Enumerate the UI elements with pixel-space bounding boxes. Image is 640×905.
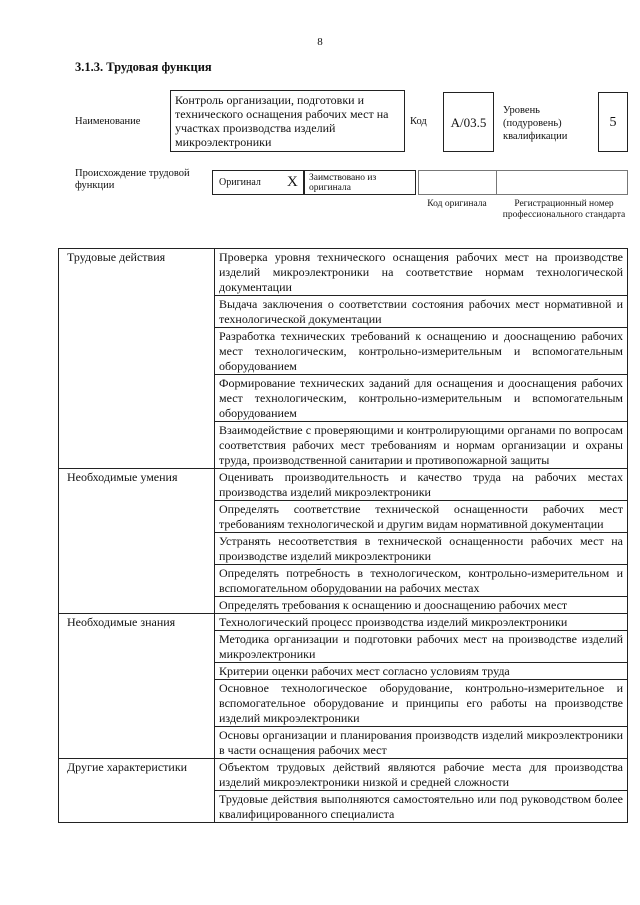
- item-cell: Определять потребность в технологическом, контрольно-измерительном и вспомогательном оборудовании на рабочих местах: [215, 565, 628, 597]
- item-cell: Формирование технических заданий для оснащения и дооснащения рабочих мест технологическим, контрольно-измерительным и вспомогательным оборудованием: [215, 375, 628, 422]
- item-cell: Проверка уровня технического оснащения рабочих мест на производстве изделий микроэлектроники на соответствие нормам технологической документации: [215, 249, 628, 296]
- level-value: 5: [598, 92, 628, 152]
- item-cell: Основное технологическое оборудование, контрольно-измерительное и вспомогательное оборудование и принципы его работы на производстве изделий микроэлектроники: [215, 680, 628, 727]
- table-row: [59, 759, 628, 791]
- category-cell: Трудовые действия: [59, 249, 215, 469]
- table-row: [59, 249, 628, 296]
- origin-original-box: [212, 170, 304, 195]
- code-label: Код: [410, 116, 427, 127]
- item-cell: Определять требования к оснащению и дооснащению рабочих мест: [215, 597, 628, 614]
- section-heading: 3.1.3. Трудовая функция: [75, 60, 212, 74]
- name-value: Контроль организации, подготовки и технического оснащения рабочих мест на участках производства изделий микроэлектроники: [170, 90, 405, 152]
- item-cell: Трудовые действия выполняются самостоятельно или под руководством более квалифицированного специалиста: [215, 791, 628, 823]
- code-original-caption: Код оригинала: [427, 199, 487, 209]
- name-label: Наименование: [75, 116, 141, 127]
- table-row: [59, 469, 628, 501]
- level-label: Уровень (подуровень) квалификации: [503, 105, 568, 142]
- item-cell: Оценивать производительность и качество труда на рабочих местах производства изделий микроэлектроники: [215, 469, 628, 501]
- category-cell: Необходимые знания: [59, 614, 215, 759]
- item-cell: Технологический процесс производства изделий микроэлектроники: [215, 614, 628, 631]
- category-cell: Необходимые умения: [59, 469, 215, 614]
- item-cell: Объектом трудовых действий являются рабочие места для производства изделий микроэлектроники низкой и средней сложности: [215, 759, 628, 791]
- item-cell: Взаимодействие с проверяющими и контролирующими органами по вопросам соответствия рабочих мест требованиям и нормам организации и охраны труда, производственной санитарии и противопожарной защиты: [215, 422, 628, 469]
- reg-number-caption: Регистрационный номер профессионального стандарта: [502, 199, 626, 220]
- item-cell: Определять соответствие технической оснащенности рабочих мест требованиям технологической и другим видам нормативной документации: [215, 501, 628, 533]
- item-cell: Критерии оценки рабочих мест согласно условиям труда: [215, 663, 628, 680]
- category-cell: Другие характеристики: [59, 759, 215, 823]
- item-cell: Выдача заключения о соответствии состояния рабочих мест нормативной и технологической документации: [215, 296, 628, 328]
- code-value: А/03.5: [443, 92, 494, 152]
- item-cell: Устранять несоответствия в технической оснащенности рабочих мест на производстве изделий микроэлектроники: [215, 533, 628, 565]
- item-cell: Разработка технических требований к оснащению и дооснащению рабочих мест технологическим, контрольно-измерительным и вспомогательным оборудованием: [215, 328, 628, 375]
- origin-original-mark: X: [287, 174, 298, 190]
- origin-borrowed-box: [304, 170, 416, 195]
- item-cell: Методика организации и подготовки рабочих мест на производстве изделий микроэлектроники: [215, 631, 628, 663]
- labor-function-table: [58, 248, 628, 823]
- reg-number-cell: [496, 170, 628, 195]
- origin-original-label: Оригинал: [219, 177, 261, 188]
- item-cell: Основы организации и планирования производств изделий микроэлектроники в части оснащения рабочих мест: [215, 727, 628, 759]
- code-original-cell: [418, 170, 496, 195]
- table-row: [59, 614, 628, 631]
- origin-borrowed-label: Заимствовано из оригинала: [309, 173, 377, 193]
- origin-label: Происхождение трудовой функции: [75, 168, 190, 191]
- page-number: 8: [317, 36, 323, 48]
